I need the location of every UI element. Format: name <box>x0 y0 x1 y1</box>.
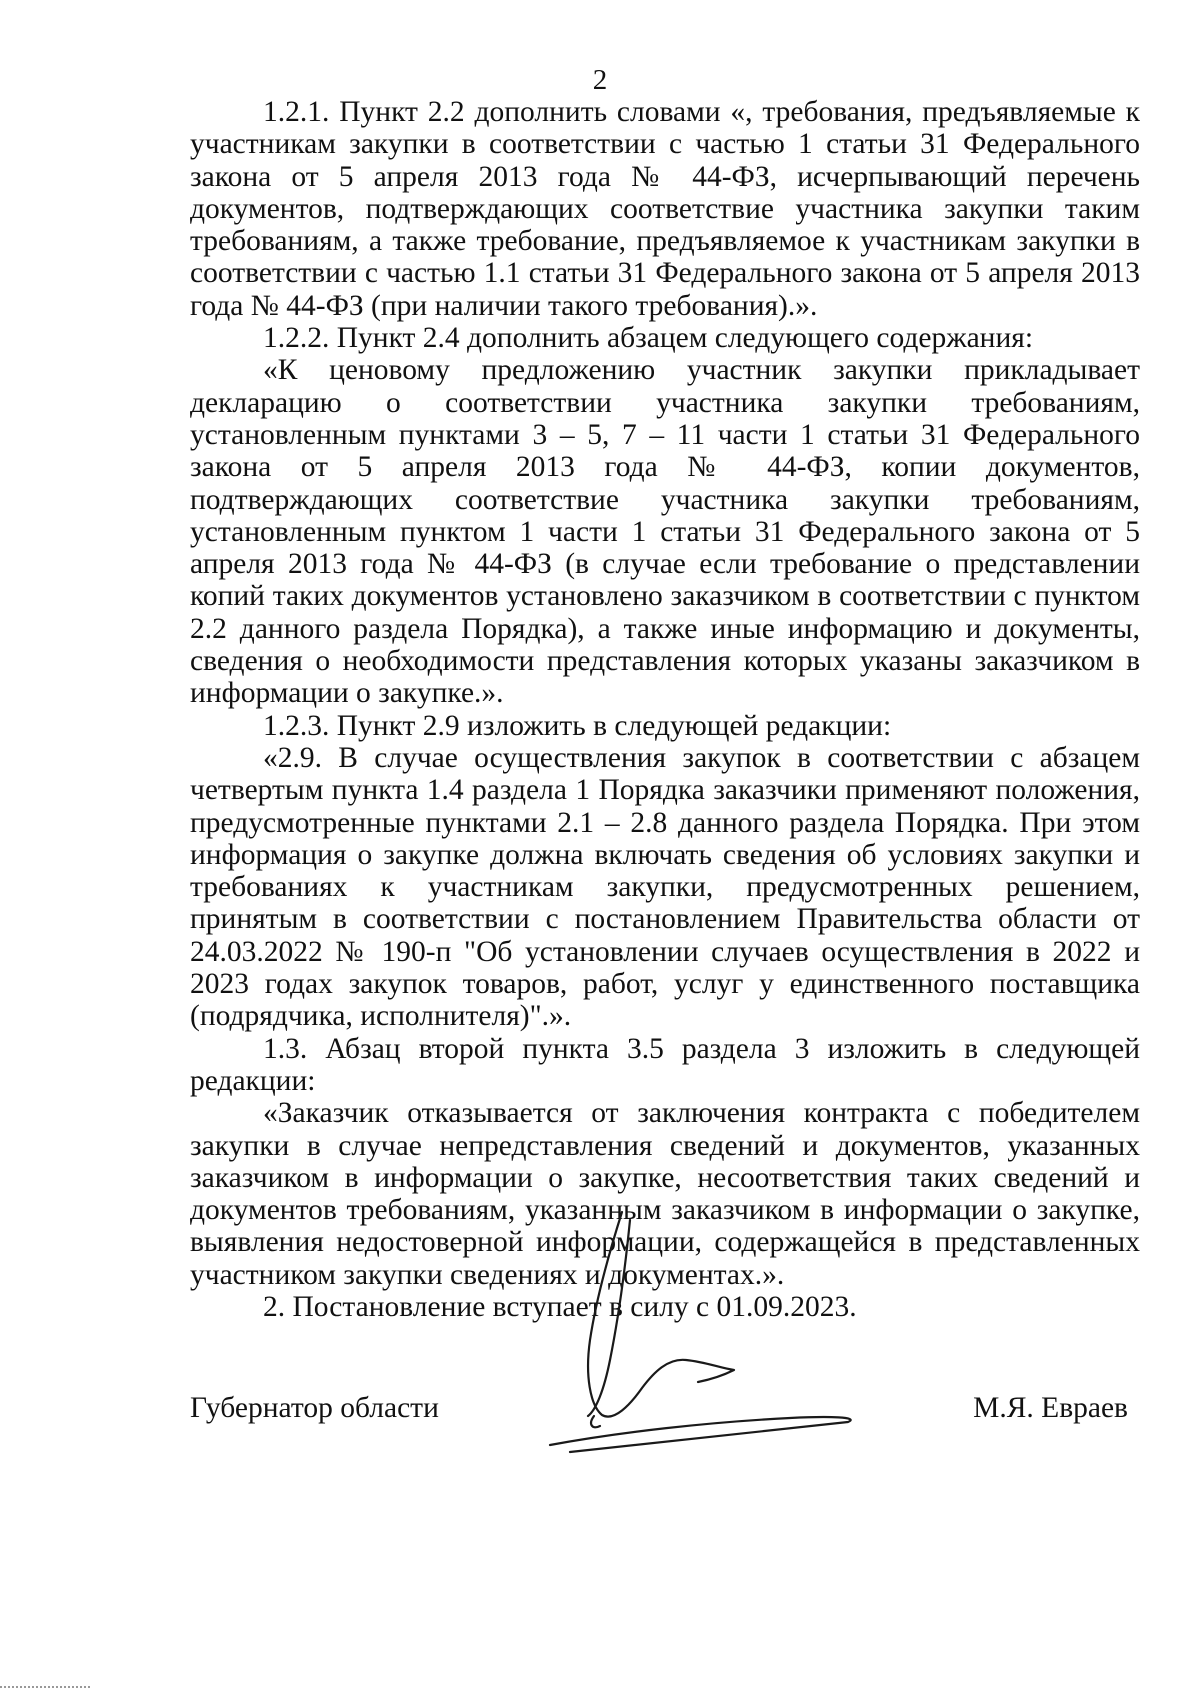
paragraph-quote-2-9: «2.9. В случае осуществления закупок в соответствии с абзацем четвертым пункта 1.4 раздела 1 Порядка заказчики применяют положения, предусмотренные пунктами 2.1 – 2.8 данного раздела Порядка. При этом информация о закупке должна включать сведения об условиях закупки и требованиях к участникам закупки, предусмотренных решением, принятым в соответствии с постановлением Правительства области от 24.03.2022 № 190-п "Об установлении случаев осуществления в 2022 и 2023 годах закупок товаров, работ, услуг у единственного поставщика (подрядчика, исполнителя)".». <box>190 741 1140 1033</box>
signatory-name: М.Я. Евраев <box>973 1392 1128 1424</box>
paragraph-1-2-3: 1.2.3. Пункт 2.9 изложить в следующей редакции: <box>263 709 892 742</box>
paragraph-2-effective-date: 2. Постановление вступает в силу с 01.09.2023. <box>263 1290 857 1323</box>
signatory-position: Губернатор области <box>190 1392 439 1424</box>
handwritten-signature <box>530 1210 950 1470</box>
scan-edge-mark <box>0 1684 90 1688</box>
paragraph-1-2-1: 1.2.1. Пункт 2.2 дополнить словами «, требования, предъявляемые к участникам закупки в соответствии с частью 1 статьи 31 Федерального закона от 5 апреля 2013 года № 44-ФЗ, исчерпывающий перечень документов, подтверждающих соответствие участника закупки таким требованиям, а также требование, предъявляемое к участникам закупки в соответствии с частью 1.1 статьи 31 Федерального закона от 5 апреля 2013 года № 44-ФЗ (при наличии такого требования).». <box>190 96 1140 322</box>
paragraph-1-3: 1.3. Абзац второй пункта 3.5 раздела 3 изложить в следующей редакции: <box>190 1032 1140 1097</box>
page-number: 2 <box>592 64 608 96</box>
paragraph-quote-price-offer: «К ценовому предложению участник закупки прикладывает декларацию о соответствии участника закупки требованиям, установленным пунктами 3 – 5, 7 – 11 части 1 статьи 31 Федерального закона от 5 апреля 2013 года № 44-ФЗ, копии документов, подтверждающих соответствие участника закупки требованиям, установленным пунктом 1 части 1 статьи 31 Федерального закона от 5 апреля 2013 года № 44-ФЗ (в случае если требование о представлении копий таких документов установлено заказчиком в соответствии с пунктом 2.2 данного раздела Порядка), а также иные информацию и документы, сведения о необходимости представления которых указаны заказчиком в информации о закупке.». <box>190 354 1140 710</box>
document-body <box>190 96 1140 1323</box>
paragraph-1-2-2: 1.2.2. Пункт 2.4 дополнить абзацем следующего содержания: <box>263 322 1034 355</box>
paragraph-quote-customer-refusal: «Заказчик отказывается от заключения контракта с победителем закупки в случае непредставления сведений и документов, указанных заказчиком в информации о закупке, несоответствия таких сведений и документов требованиям, указанным заказчиком в информации о закупке, выявления недостоверной информации, содержащейся в представленных участником закупки сведениях и документах.». <box>190 1097 1140 1291</box>
